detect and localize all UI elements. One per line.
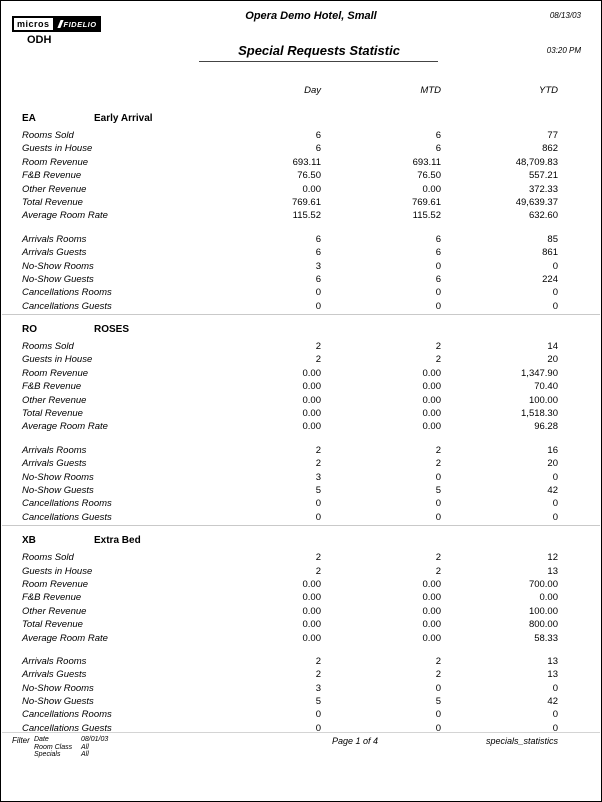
section-gap	[2, 646, 600, 656]
micros-logo-text: micros	[12, 16, 55, 32]
row-label: Arrivals Rooms	[22, 444, 87, 456]
value-mtd: 6	[435, 233, 441, 245]
value-ytd: 16	[547, 444, 558, 456]
value-ytd: 0	[552, 722, 558, 734]
activity-row	[2, 247, 600, 260]
row-label: Other Revenue	[22, 394, 87, 406]
value-mtd: 0	[435, 511, 441, 523]
value-mtd: 0	[435, 471, 441, 483]
value-day: 3	[315, 682, 321, 694]
stat-row	[2, 143, 600, 156]
value-mtd: 6	[435, 273, 441, 285]
value-ytd: 1,347.90	[521, 367, 558, 379]
activity-row	[2, 709, 600, 722]
value-day: 0	[315, 709, 321, 721]
section-name: Early Arrival	[94, 113, 153, 124]
row-label: Total Revenue	[22, 619, 83, 631]
value-mtd: 6	[435, 247, 441, 259]
value-ytd: 42	[547, 484, 558, 496]
value-day: 6	[315, 233, 321, 245]
activity-row	[2, 696, 600, 709]
micros-fidelio-logo	[12, 16, 101, 32]
stat-row	[2, 619, 600, 632]
value-mtd: 0.00	[422, 578, 441, 590]
value-day: 0.00	[302, 619, 321, 631]
value-mtd: 0.00	[422, 183, 441, 195]
stat-row	[2, 130, 600, 143]
row-label: Guests in House	[22, 565, 93, 577]
section-gap	[2, 435, 600, 445]
section-code: RO	[22, 324, 37, 336]
row-label: Arrivals Guests	[22, 247, 87, 259]
column-header-mtd: MTD	[420, 85, 441, 96]
value-ytd: 632.60	[528, 210, 558, 222]
section-header	[2, 113, 600, 130]
value-ytd: 42	[547, 696, 558, 708]
fidelio-logo-label: FIDELIO	[63, 19, 97, 29]
row-label: Cancellations Guests	[22, 300, 112, 312]
column-header-ytd: YTD	[539, 85, 558, 96]
stat-row	[2, 592, 600, 605]
row-label: Rooms Sold	[22, 341, 74, 353]
value-mtd: 0.00	[422, 381, 441, 393]
row-label: Average Room Rate	[22, 632, 108, 644]
value-day: 2	[315, 458, 321, 470]
section-header	[2, 324, 600, 341]
report-id: specials_statistics	[485, 736, 558, 746]
value-mtd: 0.00	[422, 394, 441, 406]
activity-row	[2, 445, 600, 458]
value-day: 5	[315, 484, 321, 496]
report-title: Special Requests Statistic	[238, 43, 400, 58]
stat-row	[2, 197, 600, 210]
stat-row	[2, 368, 600, 381]
row-label: Arrivals Guests	[22, 669, 87, 681]
property-code: ODH	[27, 34, 52, 46]
stat-row	[2, 381, 600, 394]
activity-row	[2, 234, 600, 247]
logo-slash-icon	[57, 20, 63, 28]
value-mtd: 0	[435, 722, 441, 734]
activity-row	[2, 683, 600, 696]
value-day: 0.00	[302, 183, 321, 195]
row-label: F&B Revenue	[22, 170, 82, 182]
filter-line-date	[34, 736, 108, 744]
section-gap	[2, 224, 600, 234]
value-day: 0	[315, 511, 321, 523]
value-mtd: 2	[435, 458, 441, 470]
value-ytd: 0	[552, 682, 558, 694]
value-mtd: 0	[435, 709, 441, 721]
row-label: No-Show Guests	[22, 273, 94, 285]
value-ytd: 70.40	[534, 381, 558, 393]
stat-row	[2, 579, 600, 592]
value-mtd: 0	[435, 260, 441, 272]
value-ytd: 77	[547, 130, 558, 141]
value-mtd: 0.00	[422, 605, 441, 617]
value-day: 0.00	[302, 605, 321, 617]
row-label: Cancellations Guests	[22, 722, 112, 734]
value-mtd: 0.00	[422, 408, 441, 420]
value-mtd: 769.61	[411, 196, 441, 208]
value-day: 0.00	[302, 367, 321, 379]
value-ytd: 14	[547, 341, 558, 353]
value-mtd: 6	[435, 143, 441, 155]
value-mtd: 2	[435, 444, 441, 456]
stat-row	[2, 157, 600, 170]
value-ytd: 0	[552, 511, 558, 523]
value-day: 0.00	[302, 394, 321, 406]
value-ytd: 0	[552, 498, 558, 510]
value-ytd: 1,518.30	[521, 408, 558, 420]
filter-name: Date	[34, 736, 49, 743]
activity-row	[2, 472, 600, 485]
section-header	[2, 535, 600, 552]
row-label: Room Revenue	[22, 156, 89, 168]
sections-container	[2, 104, 600, 736]
value-ytd: 0	[552, 287, 558, 299]
value-day: 0	[315, 722, 321, 734]
activity-row	[2, 512, 600, 525]
value-ytd: 700.00	[528, 578, 558, 590]
value-ytd: 100.00	[528, 605, 558, 617]
row-label: F&B Revenue	[22, 381, 82, 393]
value-mtd: 0	[435, 300, 441, 312]
value-day: 0.00	[302, 592, 321, 604]
value-mtd: 0.00	[422, 367, 441, 379]
row-label: Total Revenue	[22, 408, 83, 420]
page-number: Page 1 of 4	[331, 736, 379, 746]
row-label: No-Show Guests	[22, 696, 94, 708]
value-mtd: 2	[435, 552, 441, 564]
value-ytd: 20	[547, 458, 558, 470]
value-mtd: 5	[435, 696, 441, 708]
value-day: 2	[315, 565, 321, 577]
value-ytd: 0	[552, 709, 558, 721]
value-day: 0	[315, 287, 321, 299]
row-label: Other Revenue	[22, 605, 87, 617]
activity-row	[2, 669, 600, 682]
value-mtd: 0	[435, 682, 441, 694]
section-ro	[2, 314, 600, 525]
row-label: No-Show Rooms	[22, 260, 94, 272]
row-label: Average Room Rate	[22, 210, 108, 222]
row-label: Total Revenue	[22, 196, 83, 208]
value-mtd: 6	[435, 130, 441, 141]
stat-row	[2, 408, 600, 421]
value-day: 115.52	[292, 210, 321, 222]
report-body	[2, 85, 600, 736]
value-day: 0.00	[302, 578, 321, 590]
section-code: EA	[22, 113, 36, 124]
value-mtd: 0.00	[422, 632, 441, 644]
value-day: 2	[315, 552, 321, 564]
value-mtd: 2	[435, 669, 441, 681]
value-day: 6	[315, 143, 321, 155]
value-ytd: 800.00	[528, 619, 558, 631]
activity-row	[2, 485, 600, 498]
value-ytd: 13	[547, 655, 558, 667]
value-mtd: 0.00	[422, 421, 441, 433]
value-mtd: 76.50	[417, 170, 441, 182]
value-ytd: 13	[547, 565, 558, 577]
row-label: Room Revenue	[22, 578, 89, 590]
value-day: 0	[315, 498, 321, 510]
activity-row	[2, 656, 600, 669]
value-day: 0	[315, 300, 321, 312]
activity-row	[2, 274, 600, 287]
value-mtd: 2	[435, 341, 441, 353]
activity-row	[2, 287, 600, 300]
section-name: Extra Bed	[94, 535, 141, 547]
row-label: Guests in House	[22, 143, 93, 155]
stat-row	[2, 566, 600, 579]
column-headers	[2, 85, 600, 99]
title-underline-divider	[199, 61, 438, 62]
print-time: 03:20 PM	[546, 46, 581, 55]
activity-row	[2, 301, 600, 314]
value-day: 76.50	[297, 170, 321, 182]
value-ytd: 96.28	[534, 421, 558, 433]
value-day: 2	[315, 354, 321, 366]
stat-row	[2, 421, 600, 434]
activity-row	[2, 498, 600, 511]
filter-value: All	[81, 743, 89, 751]
print-date: 08/13/03	[549, 11, 581, 20]
stat-row	[2, 395, 600, 408]
row-label: Rooms Sold	[22, 130, 74, 141]
value-ytd: 20	[547, 354, 558, 366]
filter-value: All	[81, 751, 89, 759]
stat-row	[2, 606, 600, 619]
value-day: 693.11	[292, 156, 321, 168]
row-label: Cancellations Rooms	[22, 287, 112, 299]
value-ytd: 13	[547, 669, 558, 681]
value-ytd: 861	[542, 247, 558, 259]
filter-lines	[34, 736, 108, 759]
value-day: 2	[315, 444, 321, 456]
activity-row	[2, 458, 600, 471]
value-day: 0.00	[302, 381, 321, 393]
value-day: 769.61	[291, 196, 321, 208]
value-mtd: 5	[435, 484, 441, 496]
value-ytd: 862	[542, 143, 558, 155]
value-mtd: 2	[435, 565, 441, 577]
stat-row	[2, 633, 600, 646]
fidelio-logo-text	[55, 16, 101, 32]
filter-label: Filter	[12, 736, 30, 745]
stat-row	[2, 170, 600, 183]
row-label: Guests in House	[22, 354, 93, 366]
value-ytd: 372.33	[528, 183, 558, 195]
value-mtd: 0.00	[422, 592, 441, 604]
value-ytd: 85	[547, 233, 558, 245]
value-day: 2	[315, 655, 321, 667]
column-header-day: Day	[304, 85, 321, 96]
row-label: Arrivals Guests	[22, 458, 87, 470]
row-label: No-Show Rooms	[22, 471, 94, 483]
section-code: XB	[22, 535, 36, 547]
value-mtd: 0.00	[422, 619, 441, 631]
row-label: No-Show Guests	[22, 484, 94, 496]
row-label: Rooms Sold	[22, 552, 74, 564]
value-ytd: 58.33	[534, 632, 558, 644]
value-day: 0.00	[302, 632, 321, 644]
value-day: 6	[315, 273, 321, 285]
filter-value: 08/01/03	[81, 736, 109, 743]
value-mtd: 2	[435, 655, 441, 667]
value-day: 5	[315, 696, 321, 708]
row-label: No-Show Rooms	[22, 682, 94, 694]
value-ytd: 12	[547, 552, 558, 564]
stat-row	[2, 184, 600, 197]
value-ytd: 100.00	[528, 394, 558, 406]
row-label: F&B Revenue	[22, 592, 82, 604]
filter-line-specials	[34, 751, 108, 759]
section-name: ROSES	[94, 324, 130, 336]
hotel-name-title: Opera Demo Hotel, Small	[245, 10, 377, 22]
filter-line-room-class	[34, 744, 108, 752]
section-ea	[2, 104, 600, 314]
value-ytd: 0	[552, 260, 558, 272]
value-day: 3	[315, 471, 321, 483]
value-day: 3	[315, 260, 321, 272]
value-mtd: 0	[435, 498, 441, 510]
section-xb	[2, 525, 600, 736]
value-ytd: 0	[552, 300, 558, 312]
value-day: 2	[315, 669, 321, 681]
value-day: 6	[315, 247, 321, 259]
value-day: 2	[315, 341, 321, 353]
value-ytd: 224	[542, 273, 558, 285]
row-label: Cancellations Guests	[22, 511, 112, 523]
row-label: Room Revenue	[22, 367, 89, 379]
value-mtd: 0	[435, 287, 441, 299]
activity-row	[2, 261, 600, 274]
stat-row	[2, 552, 600, 565]
row-label: Cancellations Rooms	[22, 709, 112, 721]
row-label: Other Revenue	[22, 183, 87, 195]
stat-row	[2, 341, 600, 354]
value-ytd: 49,639.37	[515, 196, 558, 208]
filter-name: Specials	[34, 751, 61, 759]
value-mtd: 693.11	[412, 156, 441, 168]
stat-row	[2, 354, 600, 367]
value-day: 0.00	[302, 421, 321, 433]
value-mtd: 2	[435, 354, 441, 366]
value-day: 6	[315, 130, 321, 141]
stat-row	[2, 210, 600, 223]
row-label: Average Room Rate	[22, 421, 108, 433]
row-label: Cancellations Rooms	[22, 498, 112, 510]
value-day: 0.00	[302, 408, 321, 420]
value-ytd: 48,709.83	[515, 156, 558, 168]
value-ytd: 557.21	[528, 170, 558, 182]
row-label: Arrivals Rooms	[22, 655, 87, 667]
report-footer	[2, 732, 600, 799]
value-ytd: 0	[552, 471, 558, 483]
row-label: Arrivals Rooms	[22, 233, 87, 245]
value-ytd: 0.00	[539, 592, 558, 604]
filter-name: Room Class	[34, 743, 73, 751]
value-mtd: 115.52	[412, 210, 441, 222]
